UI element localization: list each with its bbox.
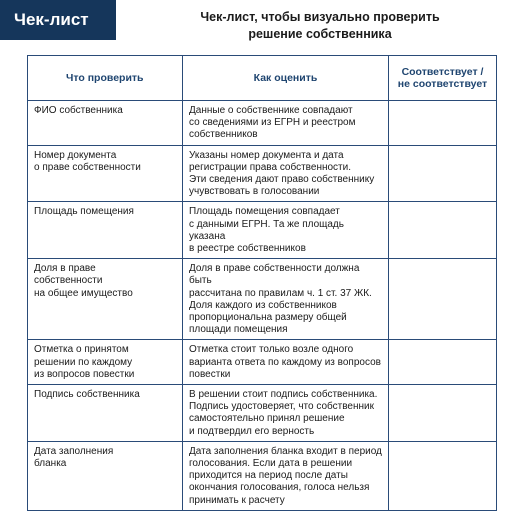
cell-line: Данные о собственнике совпадают (189, 105, 353, 116)
cell-match-text (389, 442, 496, 449)
cell-line: на общее имущество (34, 287, 133, 299)
header-match-label (389, 66, 496, 91)
badge-label: Чек-лист (14, 10, 89, 29)
table-row (28, 340, 497, 385)
cell-how-to-evaluate-text (183, 385, 388, 441)
cell-match-text (389, 202, 496, 209)
cell-line: Площадь помещения совпадает (189, 206, 340, 218)
cell-line: учувствовать в голосовании (189, 186, 320, 198)
cell-how-to-evaluate (183, 259, 389, 340)
cell-line: Отметка о принятом (34, 344, 129, 356)
cell-line: со сведениями из ЕГРН и реестром (189, 117, 356, 129)
cell-how-to-evaluate (183, 441, 389, 510)
cell-line: повестки (189, 368, 231, 380)
cell-line: Отметка стоит только возле одного (189, 344, 354, 356)
cell-line: принимать к расчету (189, 494, 285, 506)
cell-line: о праве собственности (34, 161, 141, 173)
page-title (170, 9, 470, 43)
cell-line: самостоятельно принял решение (189, 413, 345, 425)
cell-line: собственников (189, 129, 258, 141)
cell-line: в реестре собственников (189, 243, 306, 255)
cell-match-text (389, 340, 496, 347)
cell-match-text (389, 101, 496, 108)
cell-line: приходится на период после даты (189, 470, 348, 482)
cell-line: окончания голосования, голоса нельзя (189, 482, 370, 494)
cell-what-to-check-text (28, 442, 182, 473)
cell-how-to-evaluate-text (183, 101, 388, 145)
cell-match[interactable] (389, 202, 497, 259)
cell-what-to-check-text (28, 202, 182, 221)
table-row (28, 259, 497, 340)
table-row (28, 385, 497, 442)
table-header-row (28, 56, 497, 101)
cell-line: Указаны номер документа и дата (189, 149, 344, 161)
cell-line: из вопросов повестки (34, 368, 135, 380)
cell-line: собственности (34, 275, 103, 287)
cell-what-to-check (28, 340, 183, 385)
header-match (389, 56, 497, 101)
header-match-line-2: не соответствует (397, 78, 488, 90)
cell-what-to-check (28, 441, 183, 510)
checklist-table (27, 55, 497, 511)
table-row (28, 101, 497, 146)
cell-line: решении по каждому (34, 356, 133, 368)
cell-line: В решении стоит подпись собственника. (189, 389, 378, 401)
cell-what-to-check-text (28, 146, 182, 177)
cell-line: Номер документа (34, 149, 117, 161)
cell-what-to-check (28, 101, 183, 146)
cell-match[interactable] (389, 101, 497, 146)
header-how-to-evaluate (183, 56, 389, 101)
cell-how-to-evaluate (183, 101, 389, 146)
cell-line: с данными ЕГРН. Та же площадь указана (189, 218, 344, 242)
cell-match-text (389, 259, 496, 266)
page-title-line-1: Чек-лист, чтобы визуально проверить (200, 10, 440, 24)
page-title-line-2: решение собственника (248, 27, 392, 41)
table-row (28, 441, 497, 510)
cell-what-to-check-text (28, 385, 182, 404)
cell-line: Подпись собственника (34, 389, 140, 401)
cell-how-to-evaluate-text (183, 202, 388, 258)
cell-line: Дата заполнения бланка входит в период (189, 445, 382, 457)
cell-line: Доля в праве (34, 263, 96, 275)
cell-how-to-evaluate (183, 145, 389, 202)
cell-line: Доля в праве собственности должна быть (189, 263, 360, 287)
header-what-to-check (28, 56, 183, 101)
cell-how-to-evaluate-text (183, 259, 388, 339)
checklist-badge (0, 0, 116, 40)
table-row (28, 145, 497, 202)
cell-line: голосования. Если дата в решении (189, 458, 353, 470)
cell-line: рассчитана по правилам ч. 1 ст. 37 ЖК. (189, 287, 372, 299)
cell-how-to-evaluate-text (183, 340, 388, 384)
cell-what-to-check-text (28, 101, 182, 120)
cell-line: бланка (34, 458, 67, 470)
cell-what-to-check (28, 259, 183, 340)
cell-line: Площадь помещения (34, 206, 134, 218)
cell-what-to-check (28, 202, 183, 259)
cell-line: и подтвердил его верность (189, 425, 315, 437)
cell-how-to-evaluate (183, 202, 389, 259)
cell-match[interactable] (389, 340, 497, 385)
cell-line: площади помещения (189, 324, 288, 336)
cell-line: Доля каждого из собственников (189, 299, 337, 311)
table-row (28, 202, 497, 259)
cell-match[interactable] (389, 441, 497, 510)
cell-match-text (389, 385, 496, 392)
header-what-label: Что проверить (66, 71, 144, 84)
cell-line: Подпись удостоверяет, что собственник (189, 401, 374, 413)
cell-match[interactable] (389, 259, 497, 340)
cell-how-to-evaluate (183, 385, 389, 442)
cell-what-to-check (28, 385, 183, 442)
cell-line: Эти сведения дают право собственнику (189, 174, 375, 186)
cell-what-to-check (28, 145, 183, 202)
cell-line: Дата заполнения (34, 445, 114, 457)
header-how-label: Как оценить (253, 71, 318, 84)
cell-line: пропорциональна размеру общей (189, 312, 347, 324)
cell-what-to-check-text (28, 340, 182, 384)
cell-line: регистрации права собственности. (189, 161, 351, 173)
cell-match[interactable] (389, 145, 497, 202)
cell-how-to-evaluate-text (183, 146, 388, 202)
cell-line: варианта ответа по каждому из вопросов (189, 356, 381, 368)
header-match-line-1: Соответствует / (401, 65, 484, 78)
cell-line: ФИО собственника (34, 105, 123, 116)
cell-how-to-evaluate-text (183, 442, 388, 510)
cell-match[interactable] (389, 385, 497, 442)
cell-how-to-evaluate (183, 340, 389, 385)
cell-what-to-check-text (28, 259, 182, 303)
cell-match-text (389, 146, 496, 153)
